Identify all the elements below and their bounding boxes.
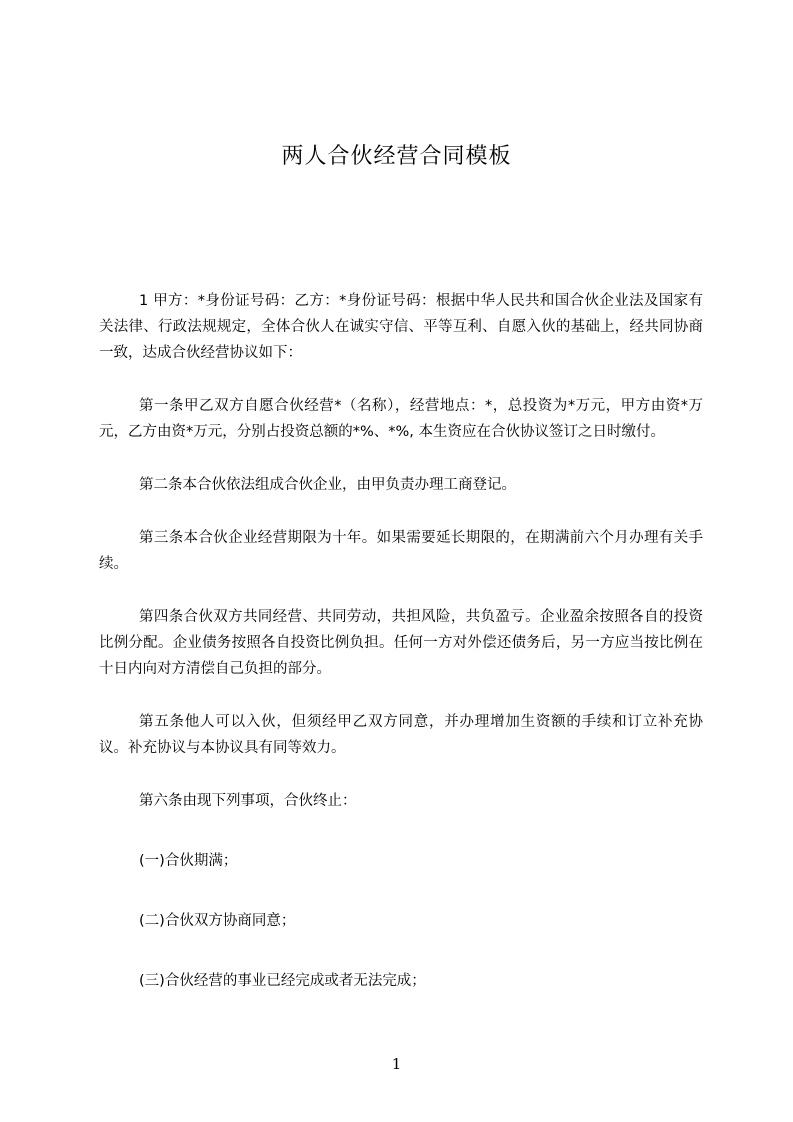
paragraph-article-2: 第二条本合伙依法组成合伙企业，由甲负责办理工商登记。 — [139, 477, 516, 493]
document-title: 两人合伙经营合同模板 — [281, 144, 512, 169]
page-number: 1 — [391, 1055, 402, 1073]
paragraph-article-6: 第六条由现下列事项，合伙终止： — [139, 793, 357, 809]
list-item-termination-1: (一)合伙期满； — [139, 853, 238, 869]
paragraph-article-5: 第五条他人可以入伙，但须经甲乙双方同意，并办理增加生资额的手续和订立补充协议。补充协议与本协议具有同等效力。 — [99, 714, 703, 756]
paragraph-article-3: 第三条本合伙企业经营期限为十年。如果需要延长期限的，在期满前六个月办理有关手续。 — [99, 530, 703, 572]
paragraph-preamble: 1 甲方：*身份证号码：乙方：*身份证号码：根据中华人民共和国合伙企业法及国家有关法律、行政法规规定，全体合伙人在诚实守信、平等互利、自愿入伙的基础上，经共同协商一致，达成合伙经营协议如下： — [99, 293, 703, 361]
paragraph-article-1: 第一条甲乙双方自愿合伙经营*（名称），经营地点：*，总投资为*万元，甲方由资*万元，乙方由资*万元，分别占投资总额的*%、*%, 本生资应在合伙协议签订之日时缴付。 — [99, 398, 703, 440]
paragraph-article-4: 第四条合伙双方共同经营、共同劳动，共担风险，共负盈亏。企业盈余按照各自的投资比例分配。企业债务按照各自投资比例负担。任何一方对外偿还债务后，另一方应当按比例在十日内向对方清偿自己负担的部分。 — [99, 609, 703, 677]
document-body — [99, 288, 703, 1028]
list-item-termination-2: (二)合伙双方协商同意； — [139, 913, 296, 929]
list-item-termination-3: (三)合伙经营的事业已经完成或者无法完成； — [139, 973, 426, 989]
